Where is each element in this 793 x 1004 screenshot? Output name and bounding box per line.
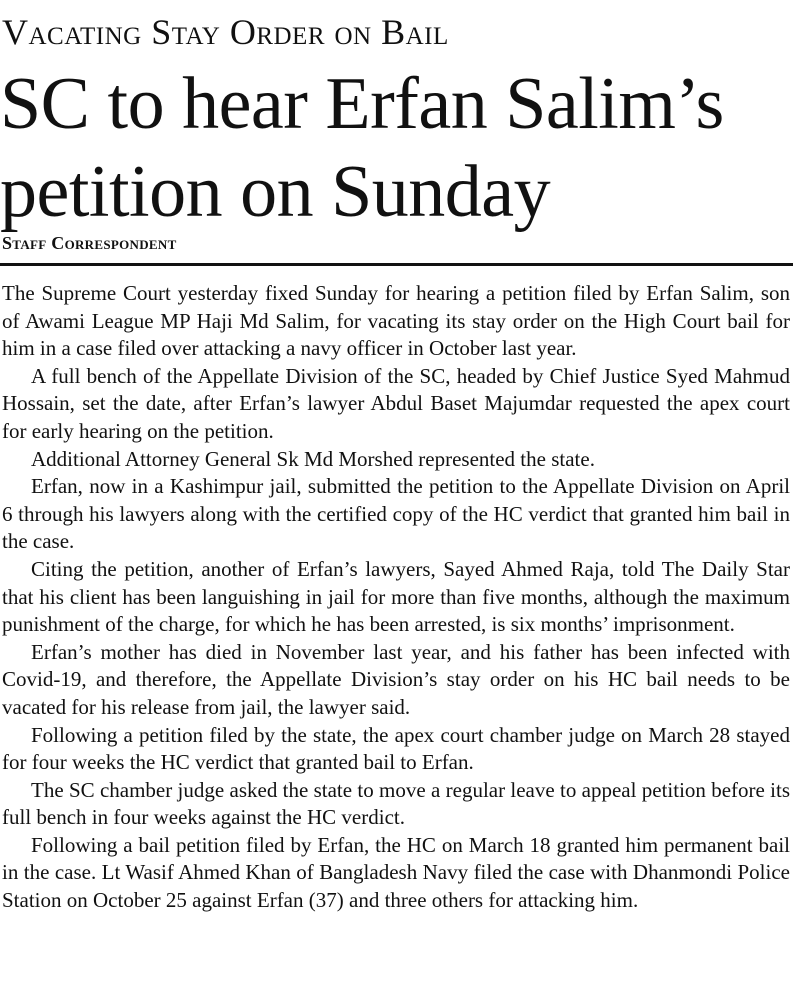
article-headline: SC to hear Erfan Salim’s petition on Sunday — [0, 63, 724, 233]
article-paragraph: The SC chamber judge asked the state to move a regular leave to appeal petition before its full bench in four weeks against the HC verdict. — [2, 777, 790, 830]
article-body — [2, 280, 790, 915]
article-paragraph: Citing the petition, another of Erfan’s lawyers, Sayed Ahmed Raja, told The Daily Star that his client has been languishing in jail for more than five months, although the maximum punishment of the charge, for which he has been arrested, is six months’ imprisonment. — [2, 556, 790, 637]
article-paragraph: Additional Attorney General Sk Md Morshed represented the state. — [31, 446, 595, 471]
article-paragraph: Erfan, now in a Kashimpur jail, submitted the petition to the Appellate Division on April 6 through his lawyers along with the certified copy of the HC verdict that granted him bail in the case. — [2, 474, 790, 554]
article-kicker: Vacating Stay Order on Bail — [2, 12, 449, 52]
article-byline: Staff Correspondent — [2, 233, 177, 253]
article-paragraph: The Supreme Court yesterday fixed Sunday for hearing a petition filed by Erfan Salim, son of Awami League MP Haji Md Salim, for vacating its stay order on the High Court bail for him in a case filed over attacking a navy officer in October last year. — [2, 281, 790, 361]
article-paragraph: A full bench of the Appellate Division of the SC, headed by Chief Justice Syed Mahmud Hossain, set the date, after Erfan’s lawyer Abdul Baset Majumdar requested the apex court for early hearing on the petition. — [2, 363, 790, 443]
article-paragraph: Following a bail petition filed by Erfan, the HC on March 18 granted him permanent bail in the case. Lt Wasif Ahmed Khan of Bangladesh Navy filed the case with Dhanmondi Police Station on October 25 against Erfan (37) and three others for attacking him. — [2, 832, 790, 913]
byline-divider — [0, 263, 793, 266]
article-paragraph: Erfan’s mother has died in November last year, and his father has been infected with Covid-19, and therefore, the Appellate Division’s stay order on his HC bail needs to be vacated for his release from jail, the lawyer said. — [2, 639, 790, 719]
article-paragraph: Following a petition filed by the state, the apex court chamber judge on March 28 stayed for four weeks the HC verdict that granted bail to Erfan. — [2, 722, 790, 775]
